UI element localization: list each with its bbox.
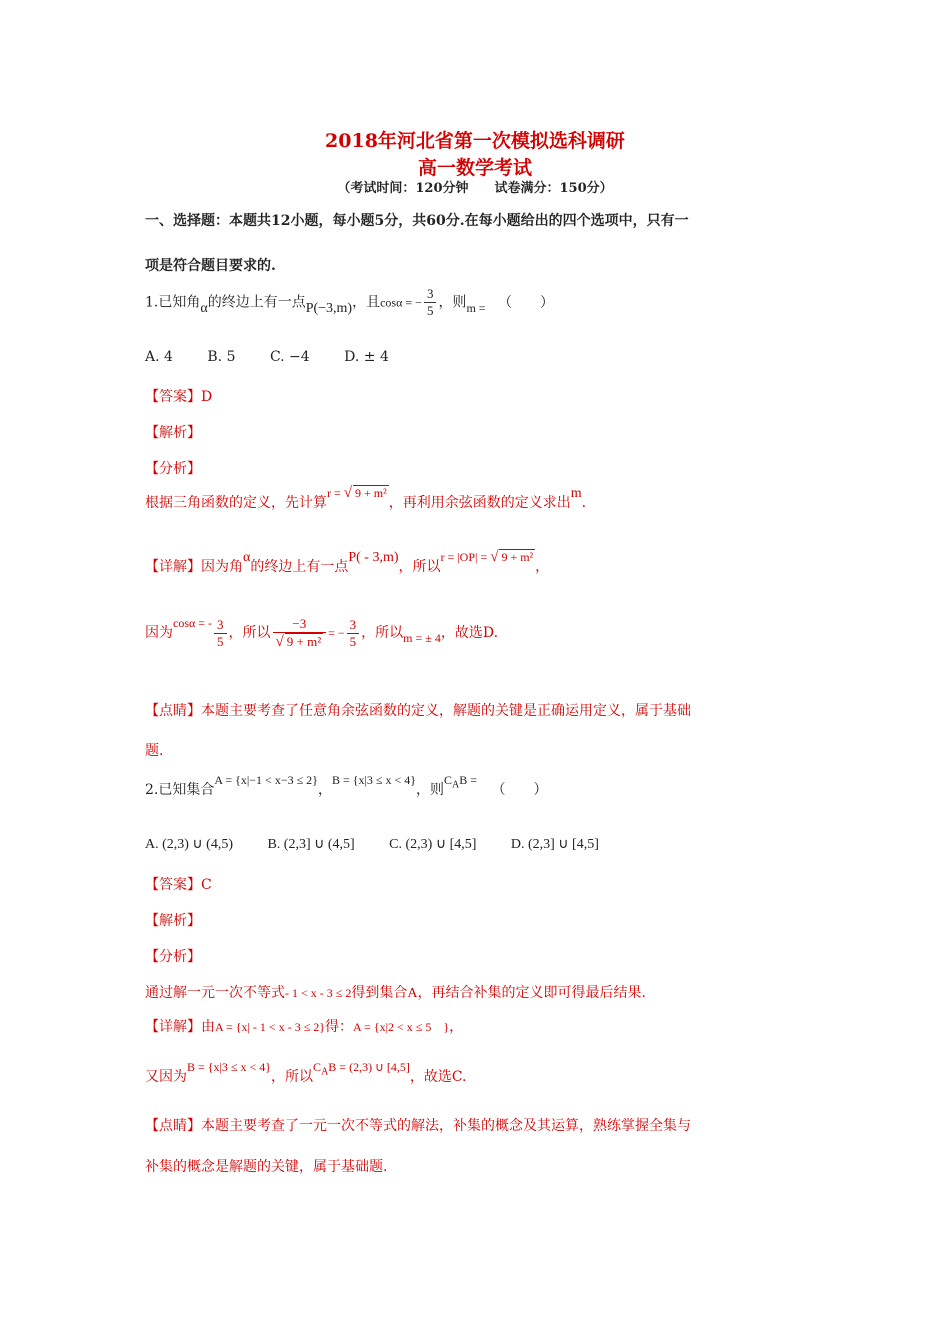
q1-option-b: B. 5 [207, 349, 236, 365]
q2-res-end: B = (2,3) ∪ [4,5] [328, 1060, 410, 1074]
q1-detail-a: 因为角 [201, 559, 243, 575]
q1-m-eq: m = [466, 300, 486, 315]
q1-detail-radicand: 9 + m² [501, 550, 534, 564]
q1-answer: 【答案】D [145, 389, 213, 405]
q1-comment-b: 题. [145, 743, 164, 759]
q2-comp-end: B = [459, 773, 478, 787]
q1-so1-num2: 3 [347, 617, 360, 634]
q1-detail-b: 的终边上有一点 [250, 559, 349, 575]
q1-option-a: A. 4 [145, 349, 173, 365]
q2-also-set: B = {x|3 ≤ x < 4} [187, 1060, 272, 1074]
exam-title: 2018年河北省第一次模拟选科调研 [325, 130, 625, 152]
q1-analysis-r: r = [327, 486, 344, 500]
q1-detail-c: ，所以 [398, 559, 441, 575]
q1-fenxi: 【分析】 [145, 461, 201, 477]
q1-analysis [145, 485, 587, 512]
q2-stem-a: 2.已知集合 [145, 782, 215, 798]
q2-options [145, 836, 629, 853]
q1-so1-den2: 5 [349, 633, 357, 649]
section-heading-line2: 项是符合题目要求的. [145, 258, 276, 274]
q2-option-c: C. (2,3) ∪ [4,5] [389, 837, 477, 852]
q1-because-fraction [214, 617, 227, 650]
q2-option-b: B. (2,3] ∪ (4,5] [267, 837, 355, 852]
q2-analysis-ineq: - 1 < x - 3 ≤ 2 [285, 986, 352, 1000]
q1-analysis-m: m [570, 486, 582, 501]
q1-so1-num: −3 [273, 616, 327, 633]
q2-comp-c: C [444, 773, 453, 787]
q2-stem [145, 773, 548, 800]
q2-analysis [145, 982, 646, 1002]
q1-because [145, 616, 498, 650]
q1-detail-sqrt: √ 9 + m² [490, 549, 534, 565]
q1-so1-eq: = − [328, 626, 345, 640]
q1-so1-den: √ 9 + m² [275, 634, 322, 650]
q1-so1-fraction [273, 616, 327, 650]
q1-then: ，则 [438, 294, 467, 311]
q1-so1-radicand: 9 + m² [286, 634, 322, 649]
q2-comment-b: 补集的概念是解题的关键，属于基础题. [145, 1159, 388, 1175]
q2-result [313, 1060, 410, 1078]
q1-comment-a: 【点睛】本题主要考查了任意角余弦函数的定义，解题的关键是正确运用定义，属于基础 [145, 703, 691, 719]
q1-comma-and: ，且 [352, 294, 381, 311]
q2-res-c: C [313, 1060, 322, 1074]
q1-analysis-b: ，再利用余弦函数的定义求出 [388, 495, 571, 511]
q2-comp-sub: A [452, 779, 460, 791]
q2-complement [444, 773, 478, 791]
q2-set-b: B = {x|3 ≤ x < 4} [331, 773, 416, 787]
q1-because-num: 3 [214, 617, 227, 634]
q1-so1: ，所以 [228, 625, 271, 641]
q2-detail-b: 得： [325, 1019, 354, 1035]
q1-option-c: C. −4 [269, 349, 310, 365]
q2-paren: （ ） [491, 782, 548, 798]
q1-analysis-end: . [581, 495, 587, 511]
q1-alpha: α [200, 300, 208, 316]
q1-option-d: D. ± 4 [344, 349, 389, 365]
q1-detail-label: 【详解】 [145, 559, 201, 575]
q2-option-d: D. (2,3] ∪ [4,5] [510, 837, 599, 852]
q2-so: ，所以 [271, 1069, 314, 1085]
q1-stem-b: 的终边上有一点 [207, 294, 306, 311]
q2-choose: ，故选C. [409, 1069, 467, 1085]
q2-answer: 【答案】C [145, 877, 212, 893]
q2-detail-result: A = {x|2 < x ≤ 5 } [353, 1020, 450, 1034]
q1-detail-point: P( - 3,m) [348, 550, 399, 565]
q2-set-a: A = {x|−1 < x−3 ≤ 2} [214, 773, 318, 787]
q2-comment-a: 【点睛】本题主要考查了一元一次不等式的解法，补集的概念及其运算，熟练掌握全集与 [145, 1118, 691, 1134]
q1-detail-r: r = |OP| = [440, 550, 491, 564]
q2-detail-a: 由 [201, 1019, 215, 1035]
q1-frac-num: 3 [424, 286, 437, 303]
q2-analysis-a: 通过解一元一次不等式 [145, 985, 285, 1001]
q1-paren: （ ） [498, 294, 554, 311]
exam-info: （考试时间：120分钟 试卷满分：150分） [337, 181, 613, 196]
q1-analysis-radicand: 9 + m² [355, 486, 387, 500]
q2-jiexi: 【解析】 [145, 913, 201, 929]
q1-detail-comma: ， [535, 559, 550, 575]
q2-also [145, 1060, 467, 1087]
q2-analysis-c: ，再结合补集的定义即可得最后结果. [417, 985, 646, 1001]
q1-stem [145, 286, 554, 319]
q2-res-sub: A [321, 1066, 329, 1078]
q2-detail-label: 【详解】 [145, 1019, 201, 1035]
q1-frac-den: 5 [426, 303, 434, 318]
section-heading-line1: 一、选择题：本题共12小题，每小题5分，共60分.在每小题给出的四个选项中，只有一 [145, 213, 689, 229]
q2-comma: ， [317, 782, 332, 798]
q1-analysis-sqrt: √ 9 + m² [343, 485, 387, 501]
q1-because-den: 5 [217, 633, 224, 649]
q2-detail-end: ， [449, 1019, 464, 1035]
q2-analysis-b: 得到集合 [351, 985, 408, 1001]
q1-detail-alpha: α [243, 550, 251, 565]
q2-detail-set: A = {x| - 1 < x - 3 ≤ 2} [215, 1020, 326, 1034]
q1-because-cos: cosα = - [173, 616, 213, 630]
q2-detail [145, 1016, 463, 1036]
exam-subject: 高一数学考试 [417, 157, 532, 179]
q2-fenxi: 【分析】 [145, 949, 201, 965]
q2-then: ，则 [416, 782, 444, 798]
q1-cos-lhs: cosα = − [380, 295, 422, 310]
q1-so1-fraction2 [347, 617, 360, 650]
q2-analysis-set: A [407, 986, 418, 1001]
q1-detail [145, 549, 550, 576]
q1-analysis-a: 根据三角函数的定义，先计算 [145, 495, 327, 511]
q1-stem-a: 1.已知角 [145, 294, 201, 311]
q1-choose: ，故选D. [440, 625, 499, 641]
q1-cos-fraction [424, 286, 437, 319]
q1-m-result: m = ± 4 [403, 631, 441, 645]
q1-so2: ，所以 [361, 625, 404, 641]
q2-also-label: 又因为 [145, 1069, 187, 1085]
q1-point: P(−3,m) [305, 300, 353, 316]
q1-options [145, 349, 419, 365]
q1-because-label: 因为 [145, 625, 173, 641]
q2-option-a: A. (2,3) ∪ (4,5) [145, 837, 234, 852]
q1-jiexi: 【解析】 [145, 425, 201, 441]
